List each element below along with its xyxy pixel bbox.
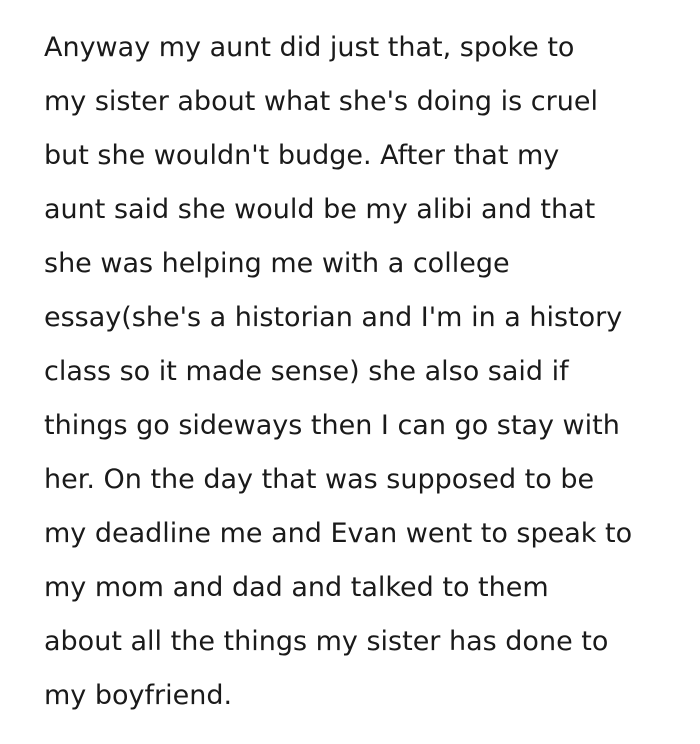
paragraph-line: Anyway my aunt did just that, spoke to [44,32,575,63]
paragraph-line: she was helping me with a college [44,248,510,279]
paragraph-line: but she wouldn't budge. After that my [44,140,560,171]
paragraph-line: my boyfriend. [44,680,233,711]
story-paragraph [44,21,684,723]
paragraph-line: my mom and dad and talked to them [44,572,549,603]
paragraph-line: her. On the day that was supposed to be [44,464,595,495]
paragraph-line: aunt said she would be my alibi and that [44,194,596,225]
paragraph-line: my sister about what she's doing is cruel [44,86,598,117]
paragraph-line: class so it made sense) she also said if [44,356,569,387]
paragraph-line: essay(she's a historian and I'm in a history [44,302,623,333]
paragraph-line: my deadline me and Evan went to speak to [44,518,633,549]
paragraph-line: things go sideways then I can go stay with [44,410,620,441]
paragraph-line: about all the things my sister has done to [44,626,609,657]
